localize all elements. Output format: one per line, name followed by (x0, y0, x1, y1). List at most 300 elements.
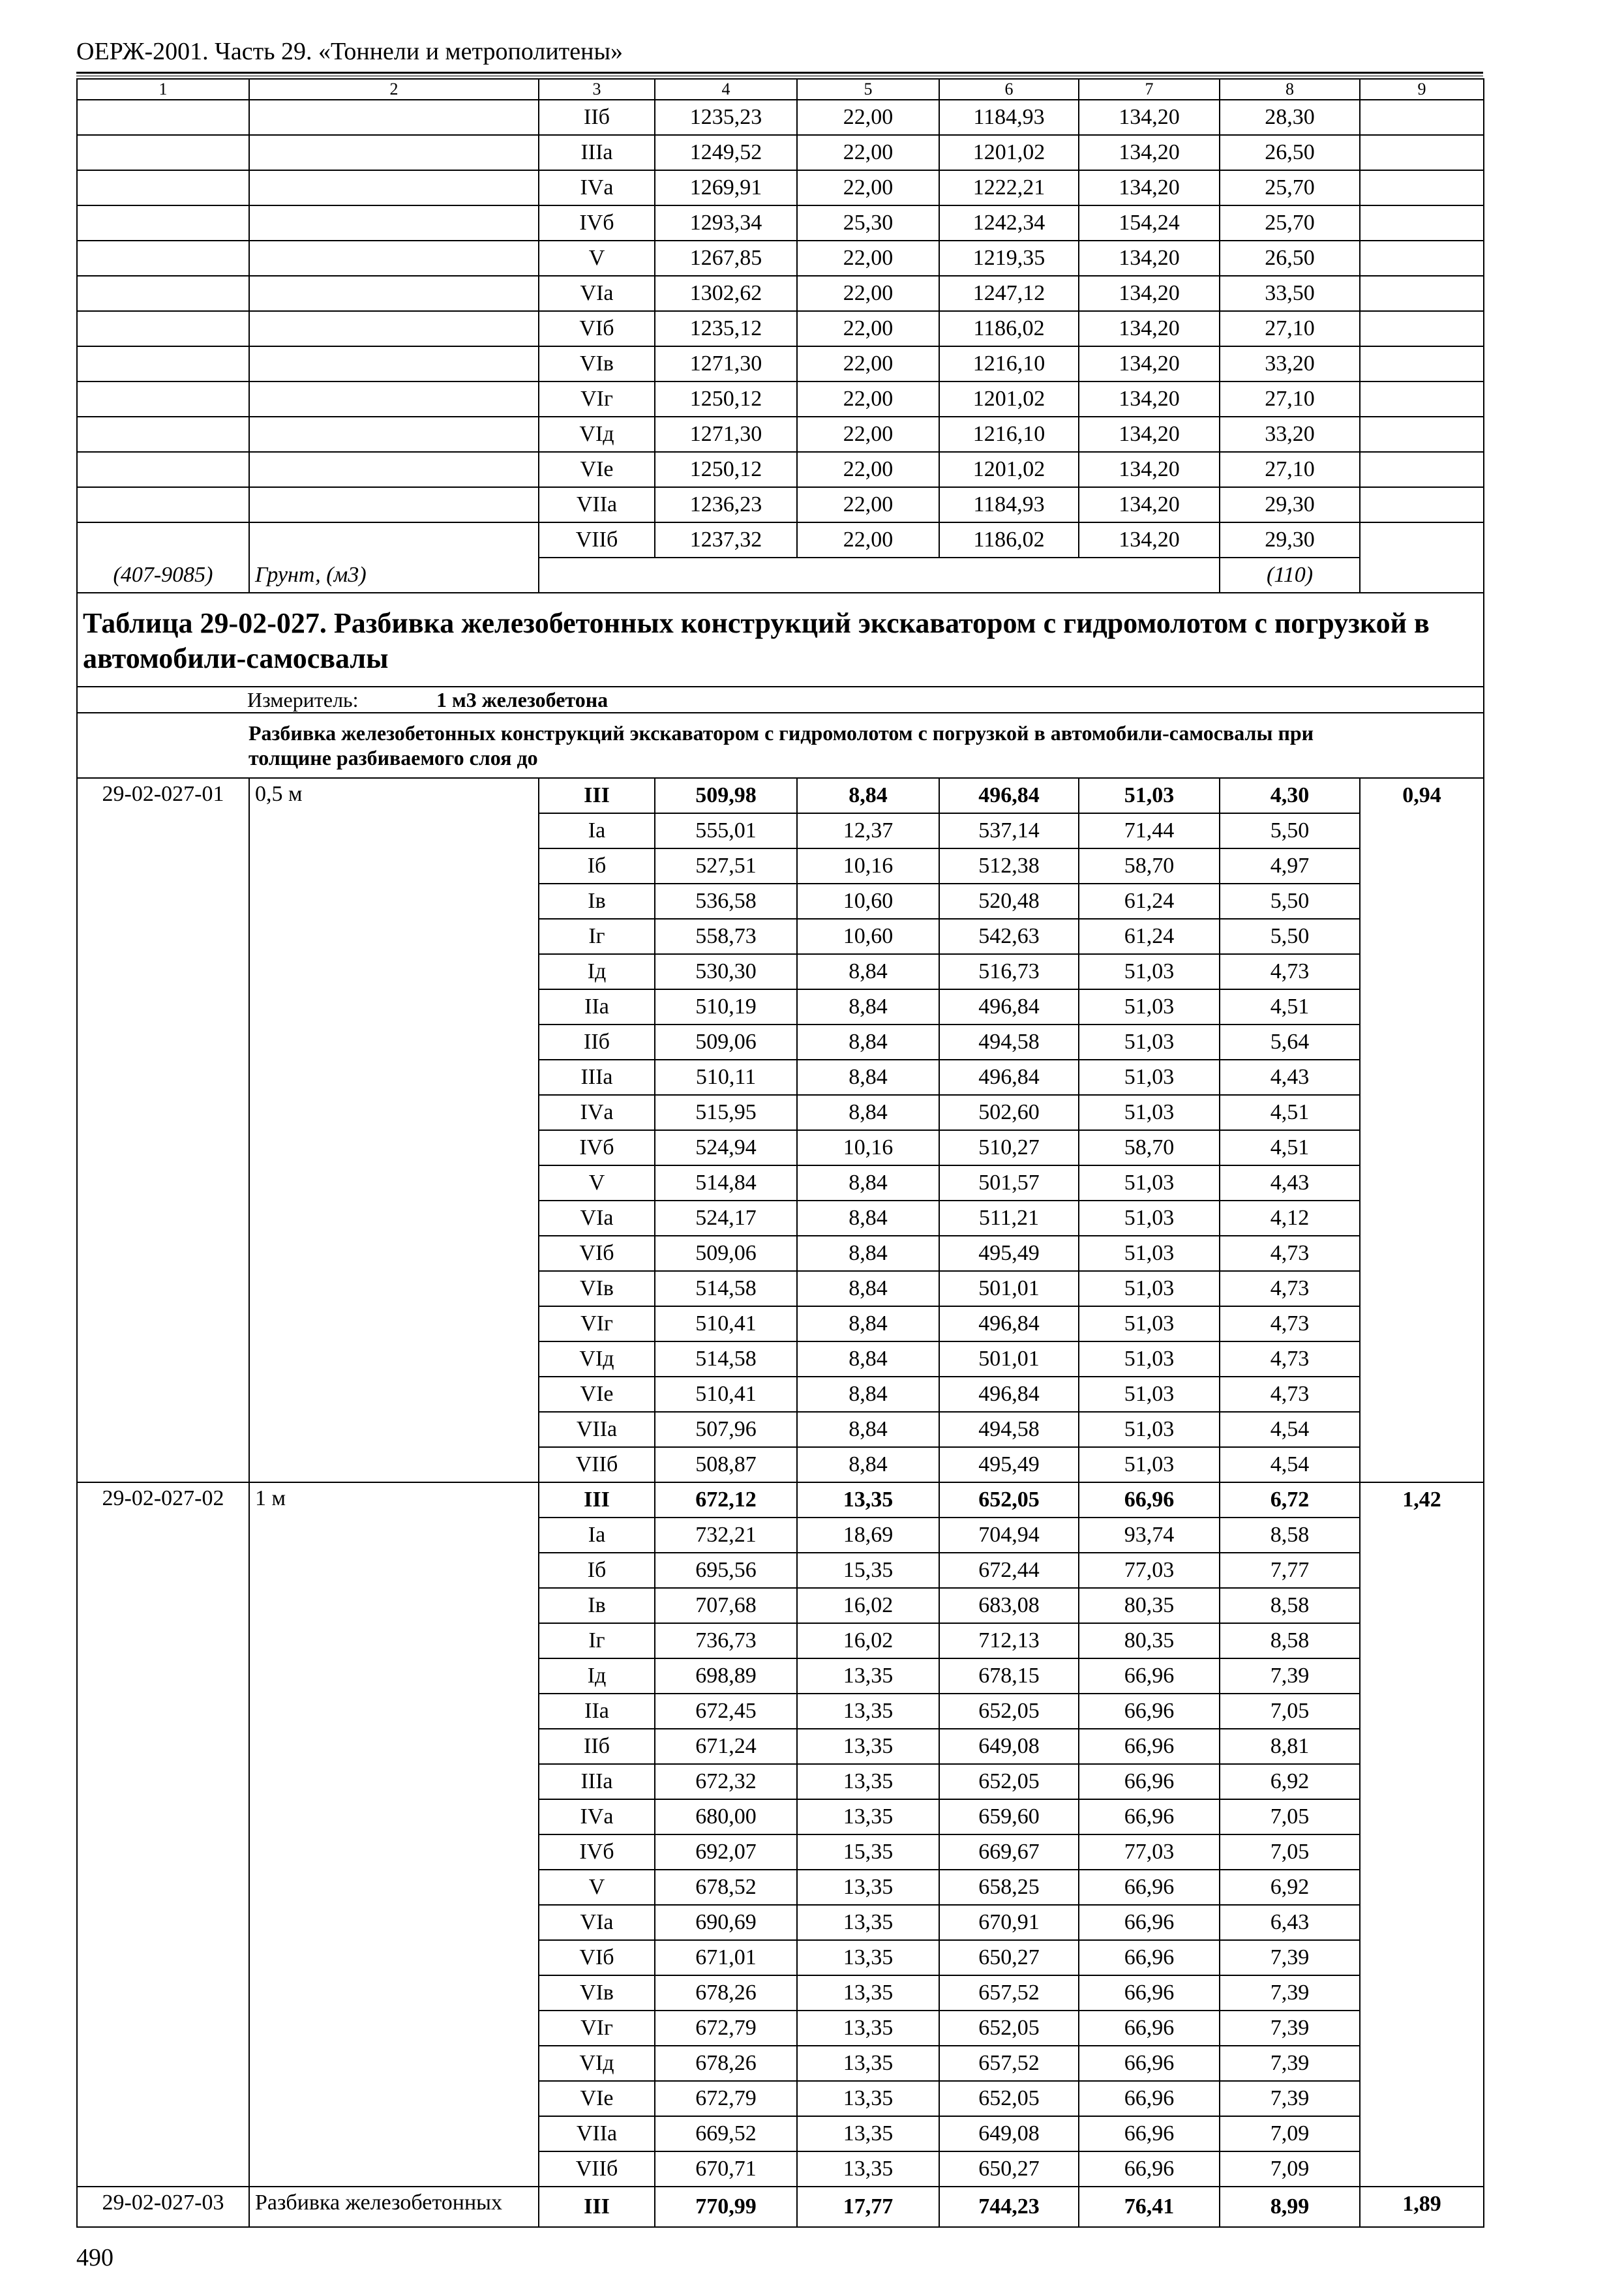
value-cell-c8: 5,50 (1220, 919, 1360, 954)
column-number: 7 (1079, 79, 1220, 100)
description-row (77, 713, 1484, 778)
value-cell-c6: 658,25 (939, 1870, 1079, 1905)
code-cell (77, 276, 249, 311)
value-cell-zone: VIг (539, 382, 655, 417)
table-row (77, 311, 1484, 346)
table-row (77, 241, 1484, 276)
value-cell-c8: 4,54 (1220, 1412, 1360, 1447)
table-title-row (77, 593, 1484, 687)
value-cell-c7: 58,70 (1079, 848, 1220, 884)
value-cell-zone: VIв (539, 346, 655, 382)
value-cell-c6: 511,21 (939, 1201, 1079, 1236)
value-cell-c7: 134,20 (1079, 382, 1220, 417)
value-cell-c7: 66,96 (1079, 2011, 1220, 2046)
value-cell-zone: IVа (539, 1095, 655, 1130)
value-cell-c6: 520,48 (939, 884, 1079, 919)
item-col9: 0,94 (1360, 778, 1484, 1482)
value-cell-c6: 501,01 (939, 1271, 1079, 1306)
value-cell-c7: 51,03 (1079, 1236, 1220, 1271)
value-cell-c6: 650,27 (939, 1940, 1079, 1975)
value-cell-zone: VIIб (539, 2151, 655, 2187)
value-cell-c6: 683,08 (939, 1588, 1079, 1623)
value-cell-zone: VIе (539, 1377, 655, 1412)
value-cell-c5: 8,84 (797, 1447, 939, 1482)
material-row (77, 558, 1484, 593)
code-cell (77, 135, 249, 170)
value-cell-zone: V (539, 241, 655, 276)
material-name: Грунт, (м3) (249, 558, 539, 593)
value-cell-c7: 134,20 (1079, 170, 1220, 205)
header-rule (76, 72, 1483, 74)
value-cell-c5: 13,35 (797, 2011, 939, 2046)
value-cell-c8: 33,20 (1220, 417, 1360, 452)
value-cell-c4: 678,26 (655, 2046, 797, 2081)
col9-cell (1360, 241, 1484, 276)
value-cell-c8: 7,05 (1220, 1799, 1360, 1834)
value-cell-zone: VIа (539, 276, 655, 311)
value-cell-zone: IIб (539, 1025, 655, 1060)
value-cell-c4: 732,21 (655, 1518, 797, 1553)
value-cell-c5: 13,35 (797, 2151, 939, 2187)
value-cell-c8: 4,73 (1220, 1236, 1360, 1271)
value-cell-c6: 1247,12 (939, 276, 1079, 311)
value-cell-c4: 510,41 (655, 1306, 797, 1341)
value-cell-zone: V (539, 1165, 655, 1201)
value-cell-c4: 736,73 (655, 1623, 797, 1658)
work-description: Разбивка железобетонных конструкций экскаватором с гидромолотом с погрузкой в автомобили-самосвалы при толщине разбиваемого слоя до (77, 713, 1484, 778)
value-cell-c8: 5,50 (1220, 884, 1360, 919)
value-cell-c5: 13,35 (797, 2046, 939, 2081)
value-cell-zone: III (539, 1482, 655, 1518)
value-cell-c5: 8,84 (797, 1095, 939, 1130)
value-cell-c7: 51,03 (1079, 1025, 1220, 1060)
value-cell-c5: 22,00 (797, 100, 939, 135)
value-cell-c6: 1219,35 (939, 241, 1079, 276)
value-cell-c7: 93,74 (1079, 1518, 1220, 1553)
measure-label: Измеритель: (247, 688, 359, 711)
value-cell-c5: 8,84 (797, 1412, 939, 1447)
value-cell-zone: Iд (539, 954, 655, 989)
value-cell-zone: VIб (539, 311, 655, 346)
value-cell-c4: 707,68 (655, 1588, 797, 1623)
value-cell-c8: 33,50 (1220, 276, 1360, 311)
value-cell-c7: 134,20 (1079, 522, 1220, 558)
value-cell-c8: 8,58 (1220, 1518, 1360, 1553)
value-cell-c7: 77,03 (1079, 1834, 1220, 1870)
value-cell-c5: 13,35 (797, 2081, 939, 2116)
value-cell-c5: 15,35 (797, 1553, 939, 1588)
value-cell-zone: VIIа (539, 487, 655, 522)
value-cell-c5: 22,00 (797, 487, 939, 522)
value-cell-c7: 66,96 (1079, 1482, 1220, 1518)
value-cell-c7: 134,20 (1079, 135, 1220, 170)
value-cell-zone: VIIа (539, 1412, 655, 1447)
value-cell-c7: 51,03 (1079, 1306, 1220, 1341)
value-cell-c5: 25,30 (797, 205, 939, 241)
value-cell-c5: 22,00 (797, 452, 939, 487)
table-title: Таблица 29-02-027. Разбивка железобетонных конструкций экскаватором с гидромолотом с погрузкой в автомобили-самосвалы (77, 593, 1484, 687)
value-cell-c8: 5,64 (1220, 1025, 1360, 1060)
value-cell-c8: 7,09 (1220, 2116, 1360, 2151)
value-cell-c4: 680,00 (655, 1799, 797, 1834)
value-cell-c4: 1271,30 (655, 346, 797, 382)
value-cell-c8: 8,58 (1220, 1588, 1360, 1623)
value-cell-zone: VIе (539, 452, 655, 487)
name-cell (249, 170, 539, 205)
value-cell-c7: 51,03 (1079, 989, 1220, 1025)
value-cell-c6: 657,52 (939, 2046, 1079, 2081)
value-cell-zone: Iа (539, 1518, 655, 1553)
value-cell-c5: 13,35 (797, 1482, 939, 1518)
value-cell-zone: Iд (539, 1658, 655, 1694)
value-cell-c7: 66,96 (1079, 1764, 1220, 1799)
value-cell-c8: 29,30 (1220, 522, 1360, 558)
value-cell-c5: 10,60 (797, 884, 939, 919)
value-cell-c5: 13,35 (797, 1975, 939, 2011)
value-cell-c5: 8,84 (797, 1377, 939, 1412)
col9-cell (1360, 311, 1484, 346)
value-cell-zone: VIд (539, 2046, 655, 2081)
col9-cell (1360, 487, 1484, 522)
value-cell-c5: 13,35 (797, 1905, 939, 1940)
value-cell-c8: 7,05 (1220, 1694, 1360, 1729)
page-number: 490 (76, 2244, 113, 2271)
column-number: 3 (539, 79, 655, 100)
value-cell-zone: III (539, 778, 655, 813)
value-cell-c8: 4,73 (1220, 954, 1360, 989)
value-cell-c5: 22,00 (797, 417, 939, 452)
table-row (77, 382, 1484, 417)
page-header: ОЕРЖ-2001. Часть 29. «Тоннели и метрополитены» (76, 38, 624, 65)
value-cell-c6: 1184,93 (939, 487, 1079, 522)
value-cell-c4: 514,84 (655, 1165, 797, 1201)
column-number-row (77, 79, 1484, 100)
material-qty: (110) (1220, 558, 1360, 593)
value-cell-c6: 1242,34 (939, 205, 1079, 241)
value-cell-c7: 66,96 (1079, 2151, 1220, 2187)
value-cell-c4: 770,99 (655, 2187, 797, 2227)
value-cell-c5: 22,00 (797, 382, 939, 417)
value-cell-c4: 1250,12 (655, 382, 797, 417)
col9-cell (1360, 382, 1484, 417)
value-cell-c6: 495,49 (939, 1447, 1079, 1482)
value-cell-zone: VIIб (539, 522, 655, 558)
value-cell-c7: 66,96 (1079, 1940, 1220, 1975)
column-number: 4 (655, 79, 797, 100)
name-cell (249, 135, 539, 170)
name-cell (249, 205, 539, 241)
value-cell-c6: 501,01 (939, 1341, 1079, 1377)
col9-cell (1360, 205, 1484, 241)
column-number: 5 (797, 79, 939, 100)
col9-cell (1360, 417, 1484, 452)
name-cell (249, 522, 539, 558)
value-cell-c7: 51,03 (1079, 1377, 1220, 1412)
value-cell-c4: 1271,30 (655, 417, 797, 452)
value-cell-c6: 1216,10 (939, 346, 1079, 382)
name-cell (249, 382, 539, 417)
value-cell-c8: 33,20 (1220, 346, 1360, 382)
value-cell-c4: 692,07 (655, 1834, 797, 1870)
value-cell-c6: 1184,93 (939, 100, 1079, 135)
value-cell-c6: 1201,02 (939, 135, 1079, 170)
value-cell-c8: 7,77 (1220, 1553, 1360, 1588)
value-cell-c7: 66,96 (1079, 2081, 1220, 2116)
value-cell-c5: 22,00 (797, 170, 939, 205)
measure-row (77, 687, 1484, 713)
value-cell-zone: IVб (539, 1834, 655, 1870)
column-number: 9 (1360, 79, 1484, 100)
value-cell-c4: 510,19 (655, 989, 797, 1025)
value-cell-c8: 4,73 (1220, 1271, 1360, 1306)
value-cell-c6: 652,05 (939, 1694, 1079, 1729)
value-cell-c8: 4,73 (1220, 1341, 1360, 1377)
value-cell-c6: 678,15 (939, 1658, 1079, 1694)
value-cell-c4: 1250,12 (655, 452, 797, 487)
value-cell-c8: 27,10 (1220, 311, 1360, 346)
value-cell-c6: 537,14 (939, 813, 1079, 848)
value-cell-c8: 4,43 (1220, 1060, 1360, 1095)
value-cell-c8: 7,39 (1220, 1975, 1360, 2011)
col9-cell (1360, 522, 1484, 558)
value-cell-c6: 649,08 (939, 1729, 1079, 1764)
value-cell-c5: 17,77 (797, 2187, 939, 2227)
value-cell-zone: IIб (539, 100, 655, 135)
value-cell-zone: Iг (539, 1623, 655, 1658)
value-cell-c4: 524,94 (655, 1130, 797, 1165)
value-cell-zone: Iа (539, 813, 655, 848)
value-cell-c6: 1216,10 (939, 417, 1079, 452)
name-cell (249, 276, 539, 311)
name-cell (249, 100, 539, 135)
value-cell-zone: VIг (539, 1306, 655, 1341)
value-cell-c8: 29,30 (1220, 487, 1360, 522)
col9-cell (1360, 170, 1484, 205)
value-cell-c5: 10,16 (797, 1130, 939, 1165)
value-cell-c7: 51,03 (1079, 1165, 1220, 1201)
value-cell-c7: 134,20 (1079, 276, 1220, 311)
item-code: 29-02-027-03 (77, 2187, 249, 2227)
empty-cell (539, 558, 1220, 593)
value-cell-zone: Iв (539, 1588, 655, 1623)
value-cell-c5: 22,00 (797, 276, 939, 311)
column-number: 1 (77, 79, 249, 100)
value-cell-c5: 10,60 (797, 919, 939, 954)
value-cell-c6: 704,94 (939, 1518, 1079, 1553)
value-cell-c4: 509,06 (655, 1236, 797, 1271)
code-cell (77, 100, 249, 135)
value-cell-c8: 4,73 (1220, 1377, 1360, 1412)
value-cell-c4: 672,45 (655, 1694, 797, 1729)
value-cell-c4: 1267,85 (655, 241, 797, 276)
table-row (77, 170, 1484, 205)
value-cell-c4: 1236,23 (655, 487, 797, 522)
value-cell-c5: 15,35 (797, 1834, 939, 1870)
value-cell-c5: 8,84 (797, 1201, 939, 1236)
value-cell-c4: 514,58 (655, 1341, 797, 1377)
value-cell-c7: 51,03 (1079, 1341, 1220, 1377)
value-cell-c8: 28,30 (1220, 100, 1360, 135)
measure-value: 1 м3 железобетона (436, 688, 609, 711)
col9-cell (1360, 452, 1484, 487)
value-cell-zone: VIIб (539, 1447, 655, 1482)
table-row (77, 100, 1484, 135)
value-cell-c8: 6,92 (1220, 1764, 1360, 1799)
code-cell (77, 487, 249, 522)
value-cell-c7: 66,96 (1079, 2046, 1220, 2081)
value-cell-c6: 672,44 (939, 1553, 1079, 1588)
name-cell (249, 452, 539, 487)
value-cell-zone: VIд (539, 417, 655, 452)
value-cell-c6: 1222,21 (939, 170, 1079, 205)
column-number: 6 (939, 79, 1079, 100)
value-cell-c4: 510,11 (655, 1060, 797, 1095)
value-cell-c8: 7,05 (1220, 1834, 1360, 1870)
value-cell-c5: 13,35 (797, 1658, 939, 1694)
value-cell-c6: 494,58 (939, 1412, 1079, 1447)
value-cell-c8: 25,70 (1220, 170, 1360, 205)
value-cell-c7: 51,03 (1079, 778, 1220, 813)
value-cell-c8: 26,50 (1220, 135, 1360, 170)
value-cell-c5: 8,84 (797, 1306, 939, 1341)
value-cell-c6: 502,60 (939, 1095, 1079, 1130)
value-cell-c5: 22,00 (797, 346, 939, 382)
value-cell-c7: 51,03 (1079, 1060, 1220, 1095)
value-cell-c6: 670,91 (939, 1905, 1079, 1940)
value-cell-c6: 496,84 (939, 1060, 1079, 1095)
name-cell (249, 346, 539, 382)
value-cell-c4: 672,79 (655, 2011, 797, 2046)
value-cell-zone: IIа (539, 1694, 655, 1729)
value-cell-c5: 8,84 (797, 1060, 939, 1095)
item-col9: 1,89 (1360, 2187, 1484, 2227)
value-cell-zone: VIг (539, 2011, 655, 2046)
code-cell (77, 417, 249, 452)
table-row (77, 778, 1484, 813)
value-cell-c4: 1293,34 (655, 205, 797, 241)
value-cell-zone: IIа (539, 989, 655, 1025)
value-cell-c8: 4,54 (1220, 1447, 1360, 1482)
value-cell-c4: 508,87 (655, 1447, 797, 1482)
value-cell-c7: 66,96 (1079, 1799, 1220, 1834)
value-cell-c6: 669,67 (939, 1834, 1079, 1870)
value-cell-c6: 496,84 (939, 1306, 1079, 1341)
value-cell-c7: 134,20 (1079, 100, 1220, 135)
col9-cell (1360, 100, 1484, 135)
value-cell-c4: 507,96 (655, 1412, 797, 1447)
value-cell-c5: 16,02 (797, 1588, 939, 1623)
value-cell-zone: IVа (539, 170, 655, 205)
col9-cell (1360, 135, 1484, 170)
column-number: 8 (1220, 79, 1360, 100)
value-cell-c7: 134,20 (1079, 241, 1220, 276)
value-cell-c8: 7,39 (1220, 1658, 1360, 1694)
value-cell-c4: 698,89 (655, 1658, 797, 1694)
code-cell (77, 382, 249, 417)
value-cell-c5: 13,35 (797, 1870, 939, 1905)
column-number: 2 (249, 79, 539, 100)
value-cell-zone: Iв (539, 884, 655, 919)
code-cell (77, 311, 249, 346)
value-cell-c7: 61,24 (1079, 884, 1220, 919)
value-cell-c5: 8,84 (797, 1236, 939, 1271)
value-cell-c5: 8,84 (797, 1025, 939, 1060)
value-cell-c4: 514,58 (655, 1271, 797, 1306)
value-cell-c4: 509,98 (655, 778, 797, 813)
value-cell-c7: 51,03 (1079, 1447, 1220, 1482)
table-row (77, 522, 1484, 558)
value-cell-c4: 695,56 (655, 1553, 797, 1588)
value-cell-c6: 496,84 (939, 1377, 1079, 1412)
value-cell-c4: 524,17 (655, 1201, 797, 1236)
value-cell-c8: 8,81 (1220, 1729, 1360, 1764)
value-cell-c6: 659,60 (939, 1799, 1079, 1834)
value-cell-c6: 494,58 (939, 1025, 1079, 1060)
empty-cell (1360, 558, 1484, 593)
value-cell-c7: 80,35 (1079, 1588, 1220, 1623)
value-cell-zone: VIIа (539, 2116, 655, 2151)
value-cell-c5: 18,69 (797, 1518, 939, 1553)
item-code: 29-02-027-01 (77, 778, 249, 1482)
name-cell (249, 417, 539, 452)
value-cell-c4: 515,95 (655, 1095, 797, 1130)
value-cell-c8: 8,58 (1220, 1623, 1360, 1658)
value-cell-c7: 51,03 (1079, 1271, 1220, 1306)
value-cell-c7: 134,20 (1079, 346, 1220, 382)
value-cell-c5: 13,35 (797, 1940, 939, 1975)
value-cell-c4: 1237,32 (655, 522, 797, 558)
value-cell-c6: 1201,02 (939, 382, 1079, 417)
item-col9: 1,42 (1360, 1482, 1484, 2187)
code-cell (77, 241, 249, 276)
value-cell-c6: 649,08 (939, 2116, 1079, 2151)
value-cell-c5: 8,84 (797, 989, 939, 1025)
value-cell-c7: 134,20 (1079, 311, 1220, 346)
value-cell-c5: 22,00 (797, 522, 939, 558)
value-cell-c7: 51,03 (1079, 1201, 1220, 1236)
value-cell-c8: 4,12 (1220, 1201, 1360, 1236)
value-cell-c7: 80,35 (1079, 1623, 1220, 1658)
value-cell-c8: 6,72 (1220, 1482, 1360, 1518)
value-cell-zone: VIе (539, 2081, 655, 2116)
value-cell-c7: 66,96 (1079, 1905, 1220, 1940)
item-name: 0,5 м (249, 778, 539, 1482)
value-cell-c7: 51,03 (1079, 954, 1220, 989)
value-cell-c7: 66,96 (1079, 1729, 1220, 1764)
table-row (77, 205, 1484, 241)
value-cell-c5: 13,35 (797, 1764, 939, 1799)
value-cell-zone: VIд (539, 1341, 655, 1377)
value-cell-c7: 71,44 (1079, 813, 1220, 848)
item-name: Разбивка железобетонных (249, 2187, 539, 2227)
value-cell-zone: VIб (539, 1236, 655, 1271)
code-cell (77, 205, 249, 241)
value-cell-c7: 66,96 (1079, 1975, 1220, 2011)
value-cell-c4: 509,06 (655, 1025, 797, 1060)
value-cell-c5: 8,84 (797, 1341, 939, 1377)
value-cell-c4: 671,01 (655, 1940, 797, 1975)
value-cell-zone: Iб (539, 848, 655, 884)
value-cell-c6: 652,05 (939, 2011, 1079, 2046)
value-cell-zone: IVа (539, 1799, 655, 1834)
value-cell-c5: 22,00 (797, 241, 939, 276)
value-cell-c8: 4,51 (1220, 1095, 1360, 1130)
value-cell-c8: 7,39 (1220, 2046, 1360, 2081)
value-cell-zone: Iб (539, 1553, 655, 1588)
value-cell-c7: 58,70 (1079, 1130, 1220, 1165)
value-cell-c6: 744,23 (939, 2187, 1079, 2227)
value-cell-c5: 8,84 (797, 954, 939, 989)
